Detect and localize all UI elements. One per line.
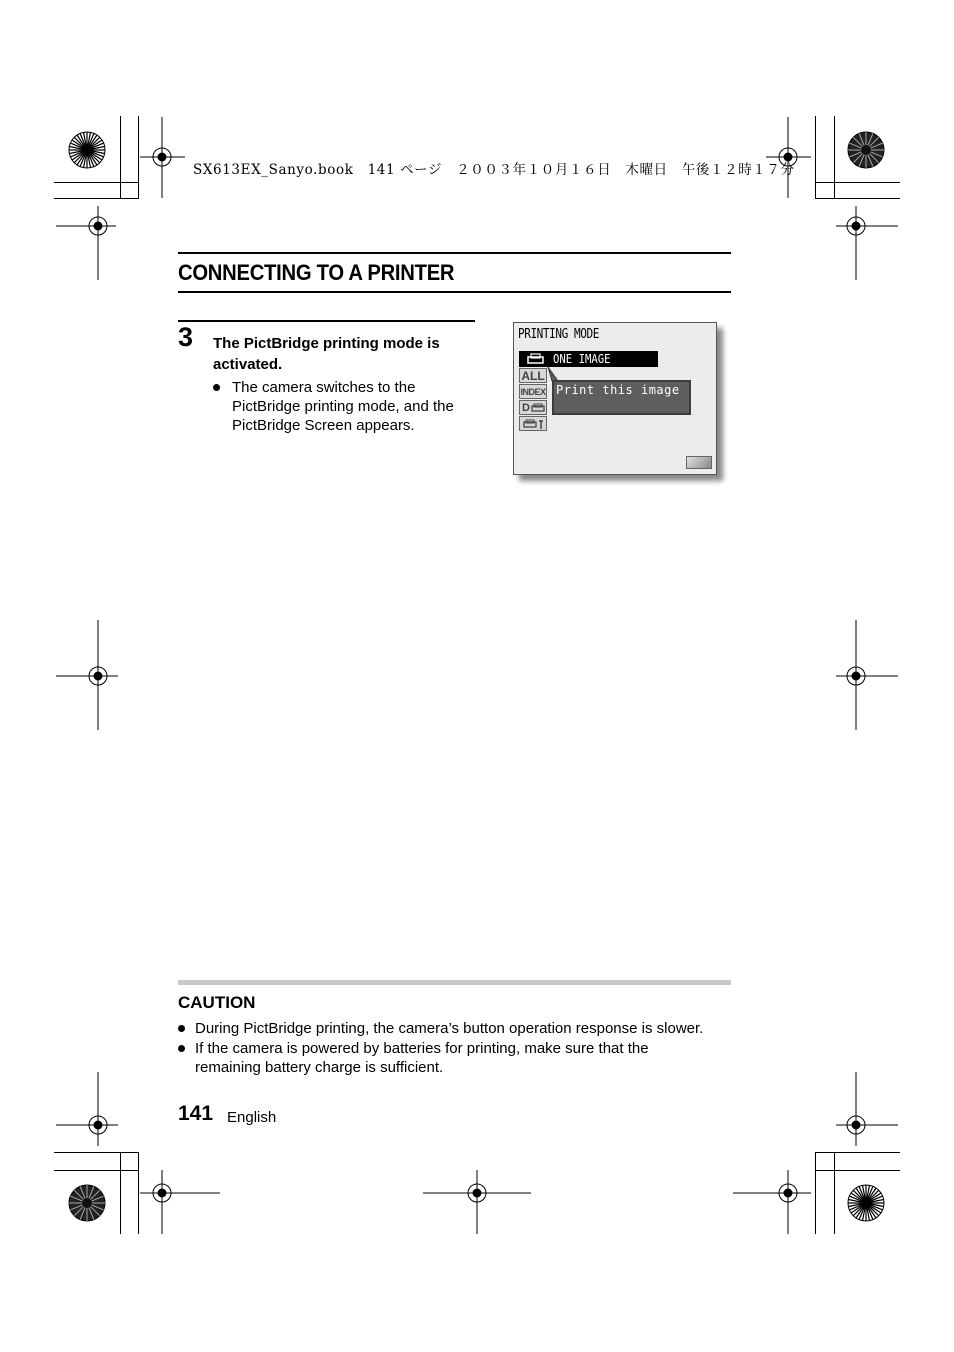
dpof-icon	[519, 400, 547, 415]
color-target-top-right	[848, 132, 884, 168]
caution-bullet-1	[178, 1019, 738, 1038]
reg-mark-top-left-2	[56, 206, 116, 280]
reg-mark-bottom-right-2	[733, 1170, 811, 1234]
printer-icon	[527, 353, 545, 365]
step-title: The PictBridge printing mode is activated.	[213, 335, 440, 373]
color-target-bottom-left	[69, 1185, 105, 1221]
lcd-selected-item	[519, 351, 658, 367]
caution-bullet-text: During PictBridge printing, the camera’s button operation response is slower.	[195, 1020, 704, 1037]
index-icon: INDEX	[519, 384, 547, 399]
section-title: CONNECTING TO A PRINTER	[178, 260, 455, 285]
reg-mark-bottom-right-1	[836, 1072, 898, 1146]
lcd-popup-text: Print this image	[556, 383, 680, 397]
all-icon: ALL	[519, 368, 547, 383]
bullet-icon	[213, 384, 220, 391]
title-bottom-rule	[178, 291, 731, 293]
lcd-popup	[552, 380, 691, 415]
camera-lcd-screen	[513, 322, 717, 475]
step-rule	[178, 320, 475, 322]
reg-mark-bottom-center	[423, 1170, 531, 1234]
bullet-icon	[178, 1045, 185, 1052]
reg-mark-top-left-1	[140, 117, 185, 198]
lcd-title: PRINTING MODE	[518, 327, 599, 342]
reg-mark-top-right-2	[836, 206, 898, 280]
reg-mark-bottom-left-2	[140, 1170, 220, 1234]
color-target-top-left	[69, 132, 105, 168]
caution-title: CAUTION	[178, 993, 256, 1012]
bullet-icon	[178, 1025, 185, 1032]
lcd-selected-label: ONE IMAGE	[553, 351, 611, 366]
print-header: SX613EX_Sanyo.book 141 ページ ２００３年１０月１６日 木曜日 午後１２時１７分	[193, 162, 795, 178]
print-settings-icon	[519, 416, 547, 431]
battery-icon	[686, 456, 712, 469]
color-target-bottom-right	[848, 1185, 884, 1221]
title-top-rule	[178, 252, 731, 254]
caution-bullet-2	[178, 1039, 698, 1077]
language-label: English	[227, 1109, 277, 1126]
dpof-icon-label: D	[522, 402, 530, 414]
dpof-printer-icon	[531, 403, 545, 413]
step-bullet-text: The camera switches to the PictBridge printing mode, and the PictBridge Screen appears.	[232, 379, 454, 434]
caution-bullet-text: If the camera is powered by batteries for printing, make sure that the remaining battery charge is sufficient.	[195, 1040, 649, 1076]
reg-mark-mid-right	[836, 620, 898, 730]
step-number: 3	[178, 322, 194, 352]
reg-mark-mid-left	[56, 620, 118, 730]
page-number: 141	[178, 1102, 214, 1125]
step-bullet	[213, 378, 475, 435]
reg-mark-bottom-left-1	[56, 1072, 118, 1146]
caution-rule	[178, 980, 731, 985]
